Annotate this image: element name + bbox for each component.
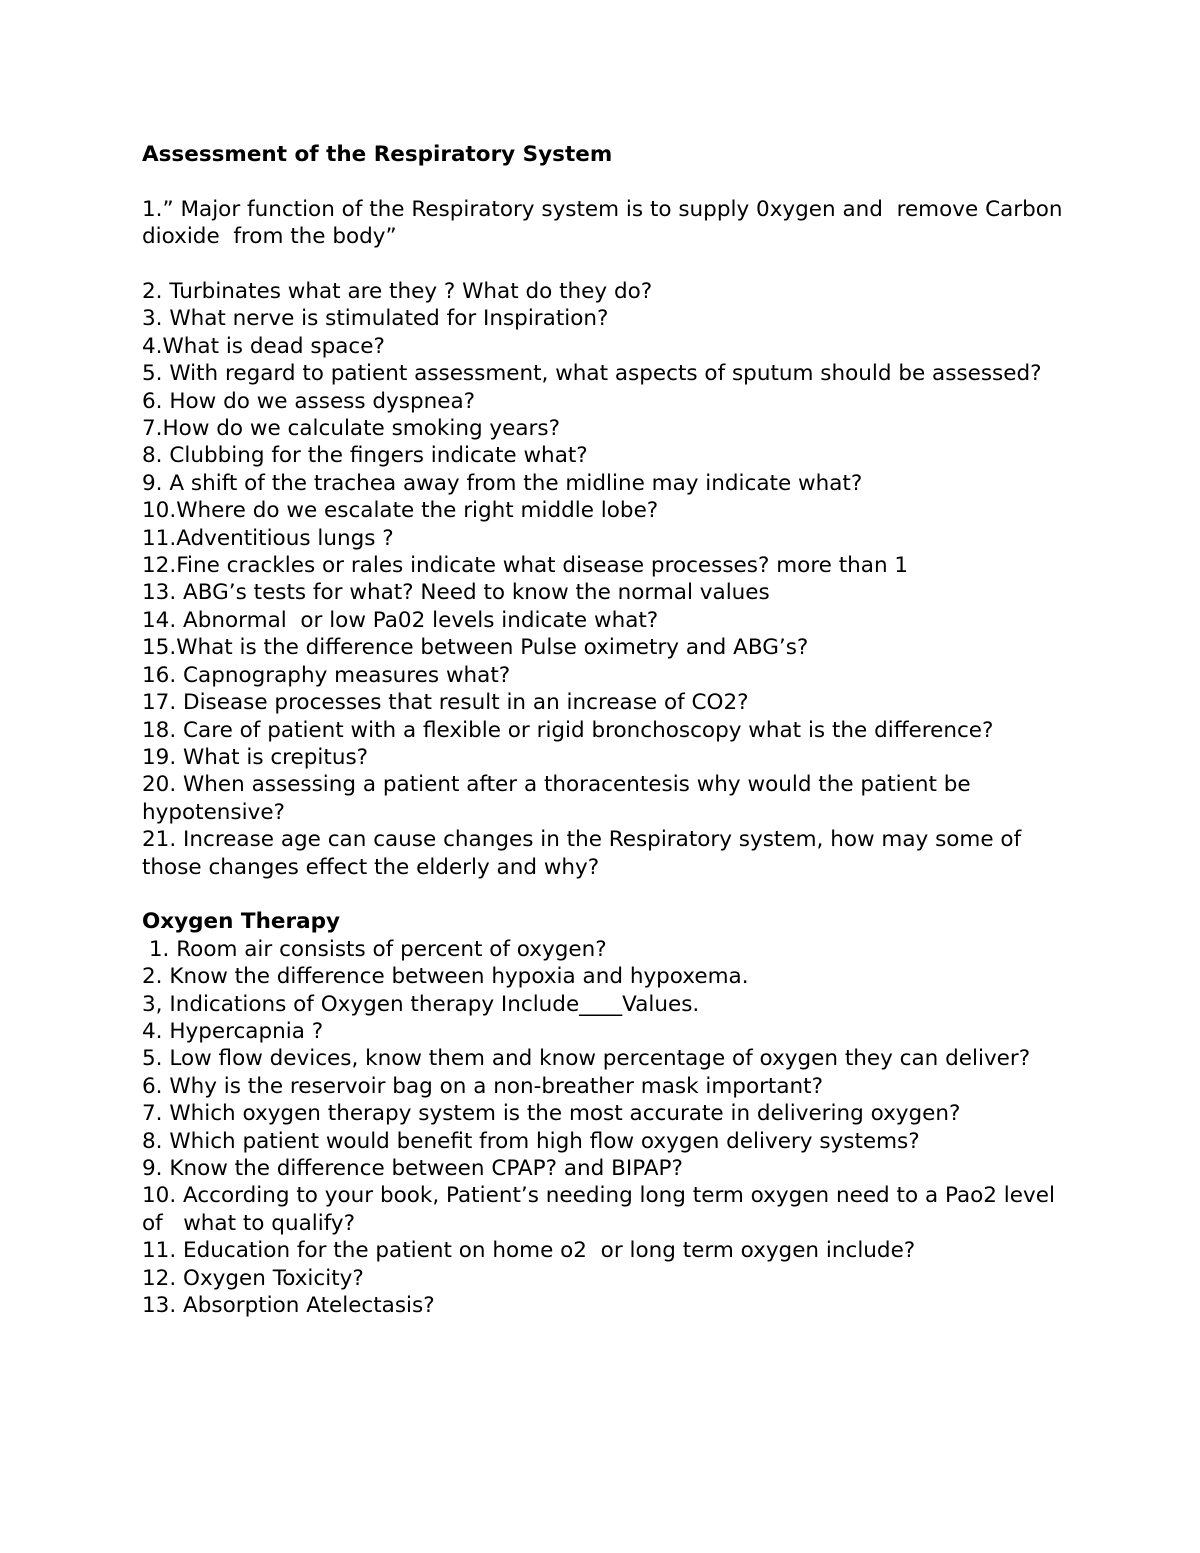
question-item: 6. Why is the reservoir bag on a non-breather mask important? [142, 1073, 824, 1099]
question-item: 4. Hypercapnia ? [142, 1018, 324, 1044]
blank-line [142, 881, 1072, 908]
question-item: 19. What is crepitus? [142, 744, 369, 770]
intro-statement: 1.” Major function of the Respiratory system is to supply 0xygen and remove Carbon dioxide from the body” [142, 196, 1070, 250]
question-item: 13. Absorption Atelectasis? [142, 1293, 435, 1319]
question-item: 12. Oxygen Toxicity? [142, 1265, 364, 1291]
question-item: 1. Room air consists of percent of oxygen? [142, 936, 607, 962]
question-item: 21. Increase age can cause changes in the Respiratory system, how may some of those changes effect the elderly and why? [142, 827, 1029, 880]
question-item: 8. Clubbing for the fingers indicate what? [142, 443, 588, 469]
blank-line [142, 168, 1072, 195]
question-item: 8. Which patient would benefit from high flow oxygen delivery systems? [142, 1128, 920, 1154]
question-item: 9. A shift of the trachea away from the midline may indicate what? [142, 470, 863, 496]
question-item: 11.Adventitious lungs ? [142, 525, 394, 551]
question-item: 13. ABG’s tests for what? Need to know the normal values [142, 580, 770, 606]
section-heading-respiratory-assessment: Assessment of the Respiratory System [142, 142, 613, 167]
question-item: 10. According to your book, Patient’s needing long term oxygen need to a Pao2 level of what to qualify? [142, 1183, 1062, 1236]
question-item: 4.What is dead space? [142, 333, 385, 359]
question-item: 18. Care of patient with a flexible or rigid bronchoscopy what is the difference? [142, 717, 994, 743]
section-heading-oxygen-therapy: Oxygen Therapy [142, 909, 340, 935]
question-item: 17. Disease processes that result in an increase of CO2? [142, 690, 749, 716]
question-item: 20. When assessing a patient after a thoracentesis why would the patient be hypotensive? [142, 772, 978, 825]
blank-line [142, 251, 1072, 278]
question-item: 3. What nerve is stimulated for Inspiration? [142, 306, 609, 332]
question-item: 10.Where do we escalate the right middle lobe? [142, 498, 659, 524]
question-item: 9. Know the difference between CPAP? and BIPAP? [142, 1155, 683, 1181]
question-item: 2. Turbinates what are they ? What do they do? [142, 279, 653, 304]
question-item: 2. Know the difference between hypoxia and hypoxema. [142, 964, 749, 990]
question-item: 11. Education for the patient on home o2 or long term oxygen include? [142, 1238, 916, 1264]
question-item: 12.Fine crackles or rales indicate what disease processes? more than 1 [142, 553, 909, 579]
question-item: 5. With regard to patient assessment, what aspects of sputum should be assessed? [142, 361, 1042, 387]
question-item: 7.How do we calculate smoking years? [142, 416, 561, 442]
question-item: 5. Low flow devices, know them and know percentage of oxygen they can deliver? [142, 1046, 1031, 1072]
question-item: 15.What is the difference between Pulse oximetry and ABG’s? [142, 635, 809, 661]
question-item: 7. Which oxygen therapy system is the most accurate in delivering oxygen? [142, 1101, 961, 1127]
question-item: 14. Abnormal or low Pa02 levels indicate what? [142, 607, 659, 633]
question-item: 16. Capnography measures what? [142, 662, 511, 688]
document-body [142, 141, 1072, 1319]
question-item: 3, Indications of Oxygen therapy Include____Values. [142, 991, 700, 1017]
question-item: 6. How do we assess dyspnea? [142, 388, 476, 414]
